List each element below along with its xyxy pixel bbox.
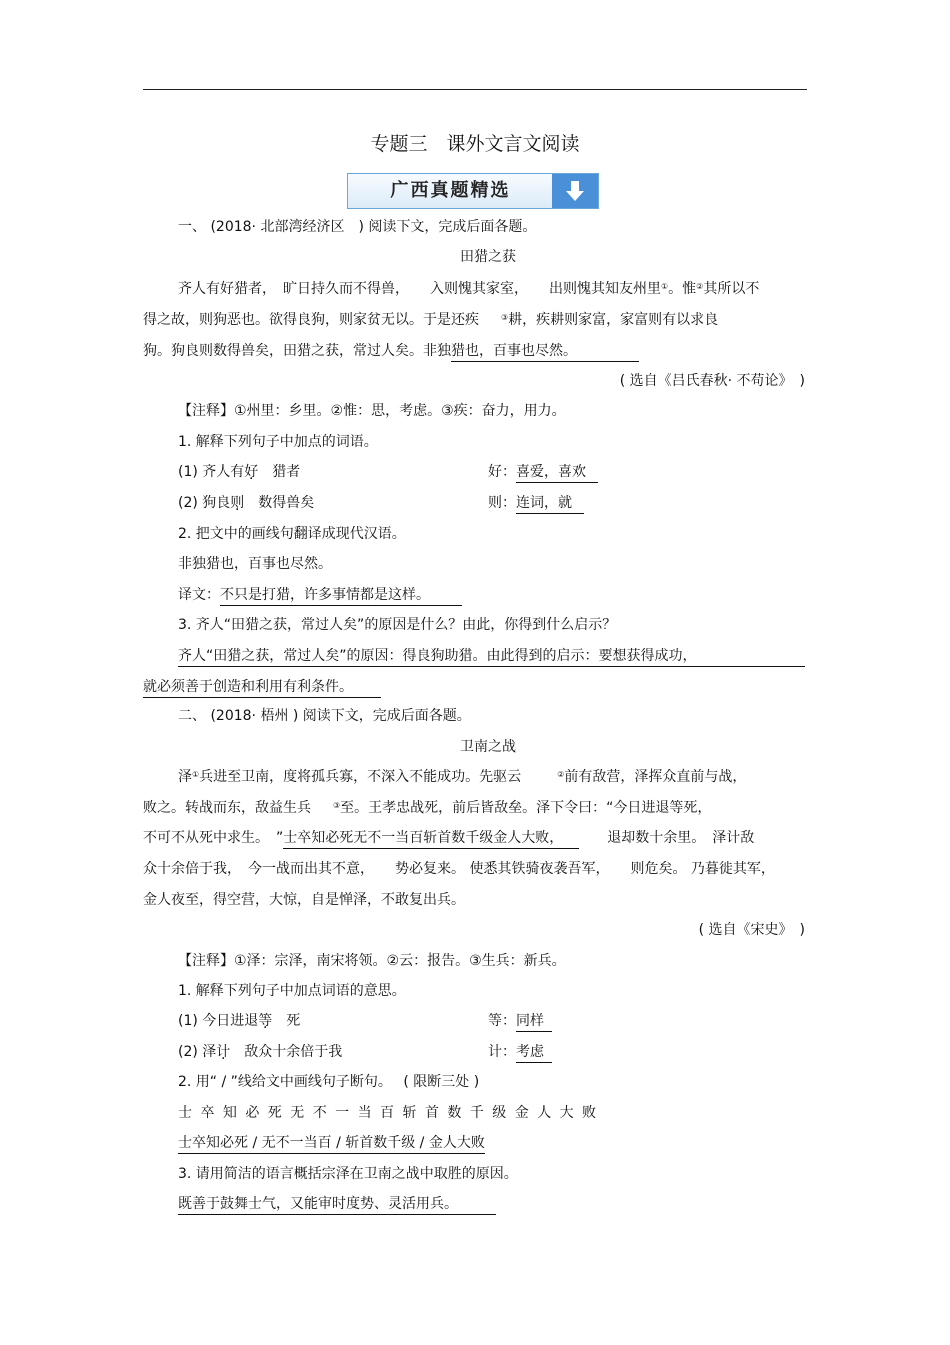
footnote-mark: ③ (333, 801, 341, 810)
q2-header: 二、 (2018· 梧州 ) 阅读下文，完成后面各题。 (178, 708, 471, 724)
q2-sub3-answer: 既善于鼓舞士气，又能审时度势、灵活用兵。 (178, 1194, 496, 1215)
dotted-word: 计 (216, 1044, 231, 1060)
q1-passage-line1: 齐人有好猎者， 旷日持久而不得兽， 入则愧其家室， 出则愧其知友州里①。惟②其所以不 (178, 281, 760, 297)
q1-passage-line3: 狗。狗良则数得兽矣，田猎之获，常过人矣。非独猎也，百事也尽然。 (143, 341, 639, 362)
q2-sub2-sentence: 士 卒 知 必 死 无 不 一 当 百 斩 首 数 千 级 金 人 大 败 (178, 1105, 599, 1121)
q2-sub1-answer1: 等：同样 (488, 1011, 552, 1032)
q1-header: 一、 (2018· 北部湾经济区 ) 阅读下文，完成后面各题。 (178, 219, 537, 235)
q2-passage-title: 卫南之战 (460, 739, 516, 755)
q1-sub3-prompt: 3. 齐人“田猎之获，常过人矣”的原因是什么？由此，你得到什么启示？ (178, 617, 617, 633)
banner-label: 广西真题精选 (390, 180, 511, 201)
q1-sub1-answer2: 则：连词，就 (488, 493, 584, 514)
q2-sub1-answer2: 计：考虑 (488, 1042, 552, 1063)
q2-sub1-item2: (2) 泽计 敌众十余倍于我 (178, 1044, 343, 1060)
banner-arrow-button (552, 174, 598, 208)
q2-notes: 【注释】①泽：宗泽，南宋将领。②云：报告。③生兵：新兵。 (178, 953, 566, 969)
footnote-mark: ① (661, 282, 669, 291)
q2-sub1-item1: (1) 今日进退等 死 (178, 1013, 301, 1029)
q2-passage-line5: 金人夜至，得空营，大惊，自是惮泽，不敢复出兵。 (143, 892, 465, 908)
q1-sub2-sentence: 非独猎也，百事也尽然。 (178, 556, 332, 572)
dotted-word: 好 (244, 464, 259, 480)
q2-passage-line3: 不可不从死中求生。 ”士卒知必死无不一当百斩首数千级金人大败， 退却数十余里。 泽计敌 (143, 828, 754, 849)
arrow-down-icon (565, 180, 585, 202)
q1-sub1-item1: (1) 齐人有好 猎者 (178, 464, 301, 480)
header-rule (143, 89, 807, 90)
q2-passage-line4: 众十余倍于我， 今一战而出其不意， 势必复来。 使悉其铁骑夜袭吾军， 则危矣。 乃暮徙其军， (143, 861, 775, 877)
section-banner (347, 173, 599, 209)
page-title: 专题三 课外文言文阅读 (370, 133, 580, 155)
q1-passage-title: 田猎之获 (460, 249, 516, 265)
q1-passage-line2: 得之故，则狗恶也。欲得良狗，则家贫无以。于是还疾 ③耕，疾耕则家富，家富则有以求良 (143, 312, 719, 328)
q2-sub1-prompt: 1. 解释下列句子中加点词语的意思。 (178, 983, 406, 999)
footnote-mark: ② (696, 282, 704, 291)
q1-sub3-answer-line1: 齐人“田猎之获，常过人矣”的原因：得良狗助猎。由此得到的启示：要想获得成功， (178, 646, 805, 667)
q2-sub3-prompt: 3. 请用简洁的语言概括宗泽在卫南之战中取胜的原因。 (178, 1166, 518, 1182)
q2-sub2-answer: 士卒知必死 / 无不一当百 / 斩首数千级 / 金人大败 (178, 1133, 485, 1154)
footnote-mark: ① (192, 770, 200, 779)
q2-source: ( 选自《宋史》 ) (698, 922, 805, 938)
footnote-mark: ② (557, 770, 565, 779)
underlined-sentence: 猎也，百事也尽然。 (451, 341, 639, 362)
q2-passage-line1: 泽①兵进至卫南，度将孤兵寡，不深入不能成功。先驱云 ②前有敌营，泽挥众直前与战， (178, 769, 747, 785)
q1-sub2-prompt: 2. 把文中的画线句翻译成现代汉语。 (178, 526, 406, 542)
dotted-word: 则 (230, 495, 245, 511)
q1-notes: 【注释】①州里：乡里。②惟：思，考虑。③疾：奋力，用力。 (178, 403, 566, 419)
q1-sub1-prompt: 1. 解释下列句子中加点的词语。 (178, 434, 378, 450)
q1-sub1-item2: (2) 狗良则 数得兽矣 (178, 495, 315, 511)
q1-sub3-answer-line2: 就必须善于创造和利用有利条件。 (143, 677, 381, 698)
q1-sub1-answer1: 好：喜爱，喜欢 (488, 462, 598, 483)
dotted-word: 等 (258, 1013, 273, 1029)
q1-sub2-answer: 译文：不只是打猎，许多事情都是这样。 (178, 585, 462, 606)
q1-source: ( 选自《吕氏春秋· 不苟论》 ) (619, 373, 805, 389)
q2-passage-line2: 败之。转战而东，敌益生兵 ③至。王孝忠战死，前后皆敌垒。泽下令曰：“今日进退等死， (143, 800, 712, 816)
footnote-mark: ③ (501, 313, 509, 322)
q2-sub2-prompt: 2. 用“ / ”线给文中画线句子断句。 ( 限断三处 ) (178, 1074, 480, 1090)
underlined-sentence: 士卒知必死无不一当百斩首数千级金人大败， (283, 828, 579, 849)
